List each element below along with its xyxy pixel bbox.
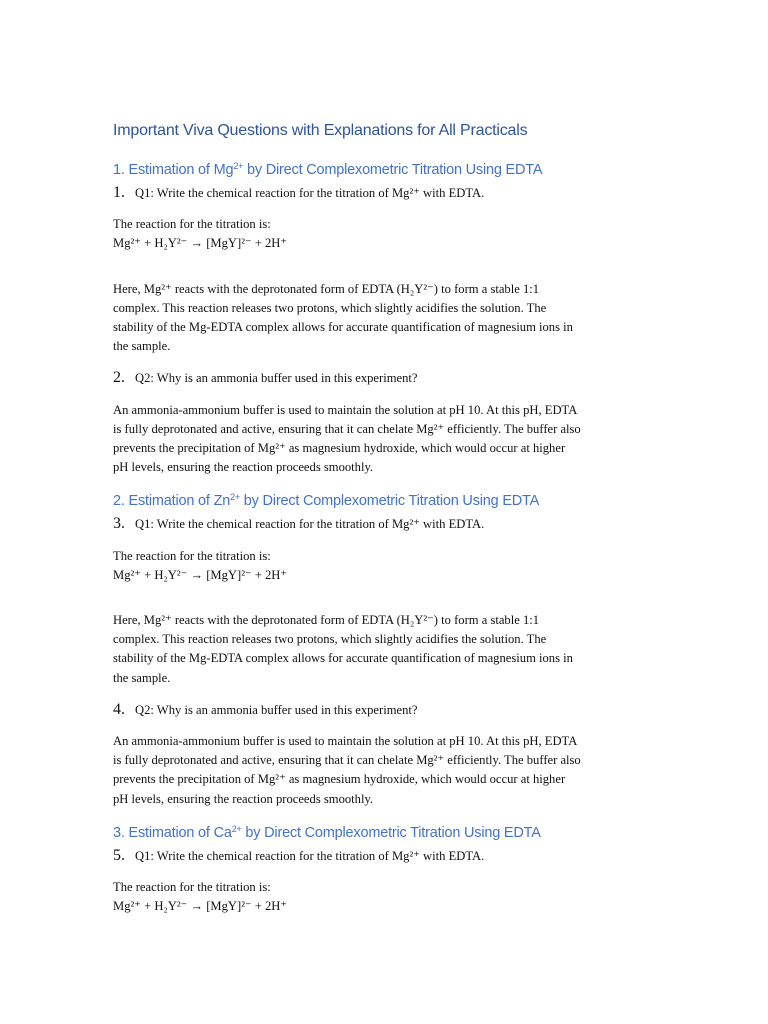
explanation-line: An ammonia-ammonium buffer is used to maintain the solution at pH 10. At this pH, EDTA [113,734,578,749]
question-item [113,847,658,866]
explanation-line: Here, Mg²⁺ reacts with the deprotonated form of EDTA (H₂Y²⁻) to form a stable 1:1 [113,613,540,628]
list-number: 3. [113,515,125,533]
explanation-line: is fully deprotonated and active, ensuring that it can chelate Mg²⁺ efficiently. The buffer also [113,753,581,768]
question-item [113,184,658,203]
question-item [113,701,658,720]
explanation-line: stability of the Mg-EDTA complex allows for accurate quantification of magnesium ions in [113,320,573,335]
question-text: Q2: Why is an ammonia buffer used in this experiment? [135,702,418,717]
explanation-line: prevents the precipitation of Mg²⁺ as magnesium hydroxide, which would occur at higher [113,772,566,787]
explanation-line: the sample. [113,339,171,354]
section-heading: 3. Estimation of $Ca^{2+}$ by Direct Complexometric Titration Using EDTA [113,823,541,841]
reaction-equation: Mg²⁺ + H₂Y²⁻ → [MgY]²⁻ + 2H⁺ [113,567,288,582]
document-title: Important Viva Questions with Explanations for All Practicals [113,122,528,139]
explanation-line: complex. This reaction releases two protons, which slightly acidifies the solution. The [113,632,547,647]
question-text: Q1: Write the chemical reaction for the titration of Mg²⁺ with EDTA. [135,517,485,532]
explanation-line: is fully deprotonated and active, ensuring that it can chelate Mg²⁺ efficiently. The buffer also [113,421,581,436]
answer-line: The reaction for the titration is: [113,880,271,895]
list-number: 5. [113,846,125,864]
list-number: 2. [113,369,125,387]
explanation-line: pH levels, ensuring the reaction proceeds smoothly. [113,460,374,475]
section-zn [113,491,658,822]
answer-line: The reaction for the titration is: [113,548,271,563]
reaction-equation: Mg²⁺ + H₂Y²⁻ → [MgY]²⁻ + 2H⁺ [113,236,288,251]
explanation-line: complex. This reaction releases two protons, which slightly acidifies the solution. The [113,300,547,315]
question-text: Q2: Why is an ammonia buffer used in this experiment? [135,371,418,386]
section-ca [113,823,658,917]
explanation-line: An ammonia-ammonium buffer is used to maintain the solution at pH 10. At this pH, EDTA [113,402,578,417]
explanation-line: prevents the precipitation of Mg²⁺ as magnesium hydroxide, which would occur at higher [113,441,566,456]
reaction-equation: Mg²⁺ + H₂Y²⁻ → [MgY]²⁻ + 2H⁺ [113,899,288,914]
explanation-line: the sample. [113,670,171,685]
question-item [113,369,658,388]
explanation-line: stability of the Mg-EDTA complex allows for accurate quantification of magnesium ions in [113,651,573,666]
section-mg [113,160,658,491]
document-content [113,122,658,916]
question-text: Q1: Write the chemical reaction for the titration of Mg²⁺ with EDTA. [135,848,485,863]
explanation-line: pH levels, ensuring the reaction proceeds smoothly. [113,791,374,806]
section-heading: 2. Estimation of $Zn^{2+}$ by Direct Complexometric Titration Using EDTA [113,492,540,510]
explanation-line: Here, Mg²⁺ reacts with the deprotonated form of EDTA (H₂Y²⁻) to form a stable 1:1 [113,281,540,296]
list-number: 1. [113,184,125,201]
question-item [113,515,658,534]
question-text: Q1: Write the chemical reaction for the titration of Mg²⁺ with EDTA. [135,186,485,200]
section-heading: 1. Estimation of $Mg^{2+}$ by Direct Complexometric Titration Using EDTA [113,161,543,178]
list-number: 4. [113,700,125,718]
answer-line: The reaction for the titration is: [113,217,271,232]
